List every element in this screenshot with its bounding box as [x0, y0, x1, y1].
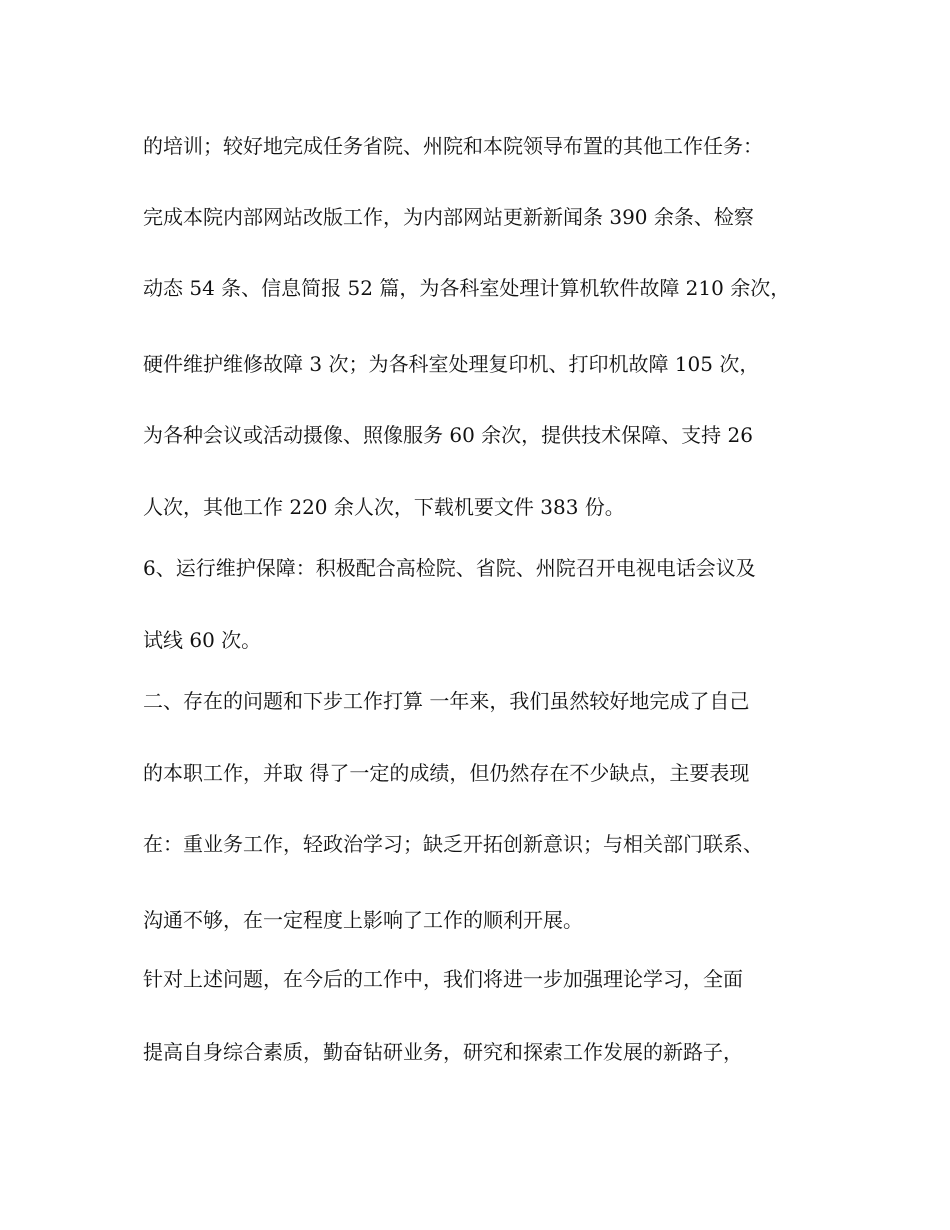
- section-heading-6: 6、运行维护保障：积极配合高检院、省院、州院召开电视电话会议及: [143, 556, 756, 580]
- text-line-11: 在：重业务工作，轻政治学习；缺乏开拓创新意识；与相关部门联系、: [143, 832, 763, 856]
- text-line-1: 的培训；较好地完成任务省院、州院和本院领导布置的其他工作任务：: [143, 134, 763, 158]
- text-line-14: 提高自身综合素质，勤奋钻研业务，研究和探索工作发展的新路子，: [143, 1040, 743, 1064]
- text-line-2: 完成本院内部网站改版工作，为内部网站更新新闻条 390 余条、检察: [143, 205, 754, 229]
- text-line-12: 沟通不够，在一定程度上影响了工作的顺利开展。: [143, 908, 583, 932]
- text-line-3: 动态 54 条、信息简报 52 篇，为各科室处理计算机软件故障 210 余次，: [143, 276, 791, 300]
- text-line-13: 针对上述问题，在今后的工作中，我们将进一步加强理论学习，全面: [143, 967, 743, 991]
- text-line-5: 为各种会议或活动摄像、照像服务 60 余次，提供技术保障、支持 26: [143, 423, 753, 447]
- text-line-10: 的本职工作，并取 得了一定的成绩，但仍然存在不少缺点，主要表现: [143, 761, 750, 785]
- text-line-6: 人次，其他工作 220 余人次，下载机要文件 383 份。: [143, 495, 625, 519]
- section-heading-2: 二、存在的问题和下步工作打算 一年来，我们虽然较好地完成了自己: [143, 689, 750, 713]
- text-line-8: 试线 60 次。: [143, 628, 262, 652]
- text-line-4: 硬件维护维修故障 3 次；为各科室处理复印机、打印机故障 105 次，: [143, 352, 760, 376]
